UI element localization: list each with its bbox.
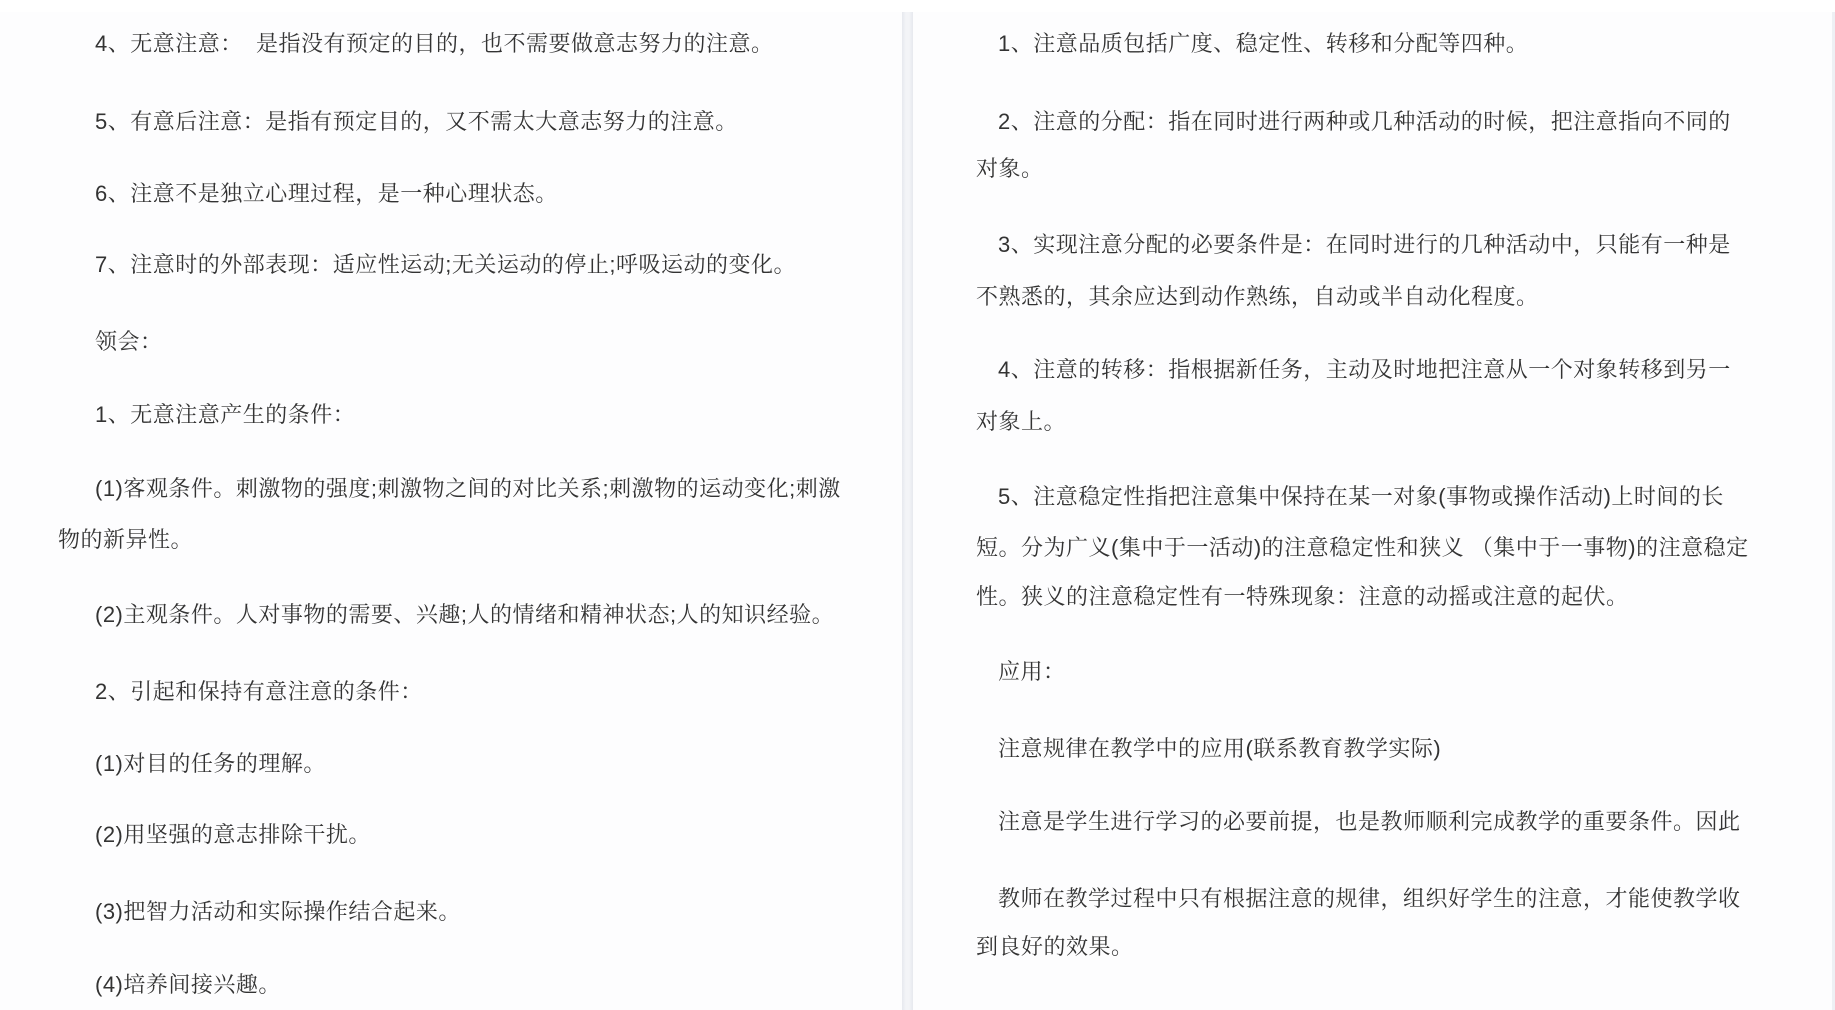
text-line: 领会： <box>95 329 163 354</box>
text-line: 到良好的效果。 <box>976 934 1134 959</box>
text-line: 6、注意不是独立心理过程，是一种心理状态。 <box>95 181 558 206</box>
text-line: 2、引起和保持有意注意的条件： <box>95 679 423 704</box>
text-line: (2)用坚强的意志排除干扰。 <box>95 822 371 847</box>
text-line: 不熟悉的，其余应达到动作熟练，自动或半自动化程度。 <box>976 284 1539 309</box>
text-line: 短。分为广义(集中于一活动)的注意稳定性和狭义 （集中于一事物)的注意稳定 <box>976 535 1749 560</box>
text-line: (1)对目的任务的理解。 <box>95 751 326 776</box>
text-line: 物的新异性。 <box>58 527 194 552</box>
text-line: 性。狭义的注意稳定性有一特殊现象：注意的动摇或注意的起伏。 <box>976 584 1629 609</box>
text-line: 1、无意注意产生的条件： <box>95 402 356 427</box>
text-line: 教师在教学过程中只有根据注意的规律，组织好学生的注意，才能使教学收 <box>998 886 1741 911</box>
page-gutter <box>902 12 913 1010</box>
text-line: 对象。 <box>976 156 1044 181</box>
text-line: (4)培养间接兴趣。 <box>95 972 281 997</box>
text-line: (2)主观条件。人对事物的需要、兴趣;人的情绪和精神状态;人的知识经验。 <box>95 602 835 627</box>
text-line: 2、注意的分配：指在同时进行两种或几种活动的时候，把注意指向不同的 <box>998 109 1731 134</box>
text-line: 4、注意的转移：指根据新任务，主动及时地把注意从一个对象转移到另一 <box>998 357 1731 382</box>
text-line: 5、注意稳定性指把注意集中保持在某一对象(事物或操作活动)上时间的长 <box>998 484 1724 509</box>
text-line: 注意规律在教学中的应用(联系教育教学实际) <box>998 736 1442 761</box>
text-line: 1、注意品质包括广度、稳定性、转移和分配等四种。 <box>998 31 1529 56</box>
text-line: (3)把智力活动和实际操作结合起来。 <box>95 899 461 924</box>
text-line: 应用： <box>998 659 1066 684</box>
document-page-left <box>0 12 902 1010</box>
text-line: (1)客观条件。刺激物的强度;刺激物之间的对比关系;刺激物的运动变化;刺激 <box>95 476 841 501</box>
text-line: 注意是学生进行学习的必要前提，也是教师顺利完成教学的重要条件。因此 <box>998 809 1741 834</box>
text-line: 5、有意后注意：是指有预定目的，又不需太大意志努力的注意。 <box>95 109 738 134</box>
text-line: 4、无意注意： 是指没有预定的目的，也不需要做意志努力的注意。 <box>95 31 774 56</box>
document-page-right <box>913 12 1832 1010</box>
text-line: 对象上。 <box>976 409 1067 434</box>
text-line: 3、实现注意分配的必要条件是：在同时进行的几种活动中，只能有一种是 <box>998 232 1731 257</box>
text-line: 7、注意时的外部表现：适应性运动;无关运动的停止;呼吸运动的变化。 <box>95 252 796 277</box>
